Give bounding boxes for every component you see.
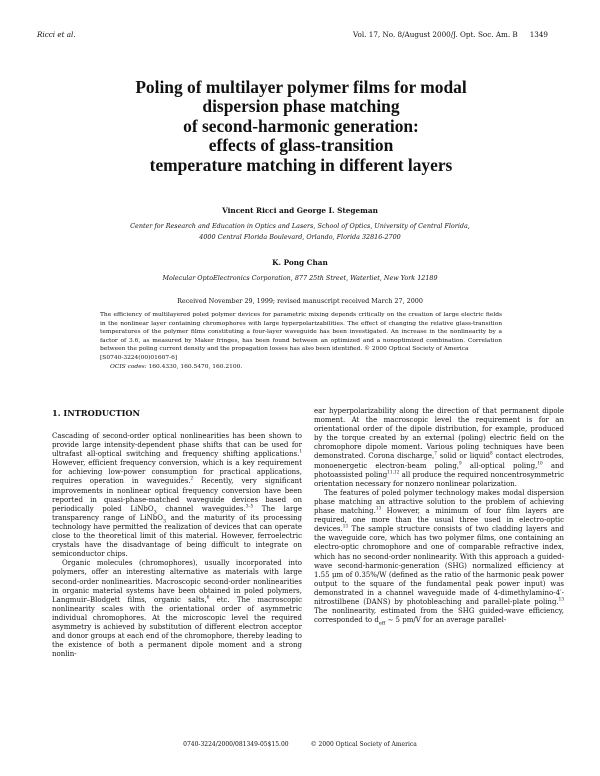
ocis-codes bbox=[100, 363, 502, 372]
abstract bbox=[100, 311, 502, 371]
title-line: of second-harmonic generation: bbox=[183, 115, 419, 136]
affiliation-primary bbox=[70, 221, 530, 242]
right-column bbox=[314, 407, 564, 625]
page-number: 1349 bbox=[529, 30, 548, 39]
ocis-label: OCIS codes: bbox=[110, 363, 147, 370]
running-head-authors: Ricci et al. bbox=[37, 30, 76, 39]
abstract-body: The efficiency of multilayered poled polymer devices for parametric mixing depends critically on the creation of large electric fields in the nonlinear layer containing chromophores with large hyperpolarizabilities. The effect of changing the relative glass-transition temperatures of the polymer films constituting a four-layer waveguide has been investigated. An increase in the nonlinearity by a factor of 3.6, as measured by Maker fringes, has been found between an optimized and a nonoptimized combination. Correlation between the poling current density and the propagation losses has also been identified. © 2000 Optical Society of America bbox=[100, 312, 502, 353]
title-line: effects of glass-transition bbox=[208, 135, 394, 156]
section-heading: 1. INTRODUCTION bbox=[52, 408, 141, 418]
authors-primary: Vincent Ricci and George I. Stegeman bbox=[222, 206, 378, 215]
running-head-journal bbox=[353, 30, 548, 39]
paragraph: Organic molecules (chromophores), usually incorporated into polymers, offer an interesting alternative as materials with large second-order nonlinearities. Macroscopic second-order nonlinearities in organic material systems have been obtained in poled polymers, Langmuir–Blodgett films, organic salts,$^6$ etc. The macroscopic nonlinearity scales with the orientational order of asymmetric individual chromophores. At the microscopic level the required asymmetry is achieved by substitution of different electron acceptor and donor groups at each end of the chromophore, thereby leading to the existence of both a permanent dipole moment and a strong nonlin- bbox=[52, 559, 302, 659]
abstract-code: [S0740-3224(00)01607-6] bbox=[100, 354, 178, 361]
abstract-text bbox=[100, 311, 502, 363]
title-line: Poling of multilayer polymer films for modal bbox=[135, 77, 467, 97]
article-title bbox=[60, 78, 542, 175]
left-column bbox=[52, 432, 302, 659]
affiliation-line: 4000 Central Florida Boulevard, Orlando, Florida 32816-2700 bbox=[199, 232, 401, 241]
title-line: dispersion phase matching bbox=[202, 96, 400, 117]
paragraph: Cascading of second-order optical nonlinearities has been shown to provide large intensity-dependent phase shifts that can be used for ultrafast all-optical switching and frequency shifting applications.$^1$ However, efficient frequency conversion, which is a key requirement for achieving low-power consumption for practical applications, requires operation in waveguides.$^2$ Recently, very significant improvements in nonlinear optical frequency conversion have been reported in quasi-phase-matched waveguide devices based on periodically poled LiNbO$_3$ channel waveguides.$^{3-5}$ The large transparency range of LiNbO$_3$ and the maturity of its processing technology have permitted the realization of devices that can operate close to the theoretical limit of this material. However, ferroelectric crystals have the disadvantage of being difficult to integrate on semiconductor chips. bbox=[52, 432, 302, 559]
ocis-values: 160.4330, 160.5470, 160.2100. bbox=[148, 363, 243, 370]
footer-code: 0740-3224/2000/081349-05$15.00 bbox=[183, 741, 289, 748]
authors-secondary: K. Pong Chan bbox=[272, 258, 328, 267]
affiliation-line: Center for Research and Education in Optics and Lasers, School of Optics, University of Central Florida, bbox=[130, 222, 470, 230]
journal-citation: Vol. 17, No. 8/August 2000/J. Opt. Soc. Am. B bbox=[353, 30, 518, 39]
footer-copyright: © 2000 Optical Society of America bbox=[310, 741, 417, 748]
affiliation-secondary: Molecular OptoElectronics Corporation, 877 25th Street, Waterliet, New York 12189 bbox=[162, 274, 438, 282]
paragraph: ear hyperpolarizability along the direction of that permanent dipole moment. At the macroscopic level the requirement is for an orientational order of the dipole distribution, for example, produced by the torque created by an external (poling) electric field on the chromophore dipole moment. Various poling techniques have been demonstrated. Corona discharge,$^7$ solid or liquid$^8$ contact electrodes, monoenergetic electron-beam poling,$^9$ all-optical poling,$^{10}$ and photoassisted poling$^{11,12}$ all produce the required noncentrosymmetric orientation necessary for nonzero nonlinear polarization. bbox=[314, 407, 564, 488]
title-line: temperature matching in different layers bbox=[149, 154, 453, 175]
received-dates: Received November 29, 1999; revised manuscript received March 27, 2000 bbox=[177, 297, 423, 305]
paragraph: The features of poled polymer technology makes modal dispersion phase matching an attractive solution to the problem of achieving phase matching.$^{13}$ However, a minimum of four film layers are required, one more than the usual three used in electro-optic devices.$^{13}$ The sample structure consists of two cladding layers and the waveguide core, which has two polymer films, one containing an electro-optic chromophore and one of comparable refractive index, which has no second-order nonlinearity. With this approach a guided-wave second-harmonic-generation (SHG) normalized efficiency at 1.55 μm of 0.35%/W (defined as the ratio of the harmonic peak power output to the square of the fundamental peak power input) was demonstrated in a channel waveguide made of 4-dimethylamino-4′-nitrostilbene (DANS) by photobleaching and parallel-plate poling.$^{13}$ The nonlinearity, estimated from the SHG guided-wave efficiency, corresponded to $d_{eff}$ ∼ 5 pm/V for an average parallel- bbox=[314, 488, 564, 627]
page-footer bbox=[0, 741, 600, 748]
